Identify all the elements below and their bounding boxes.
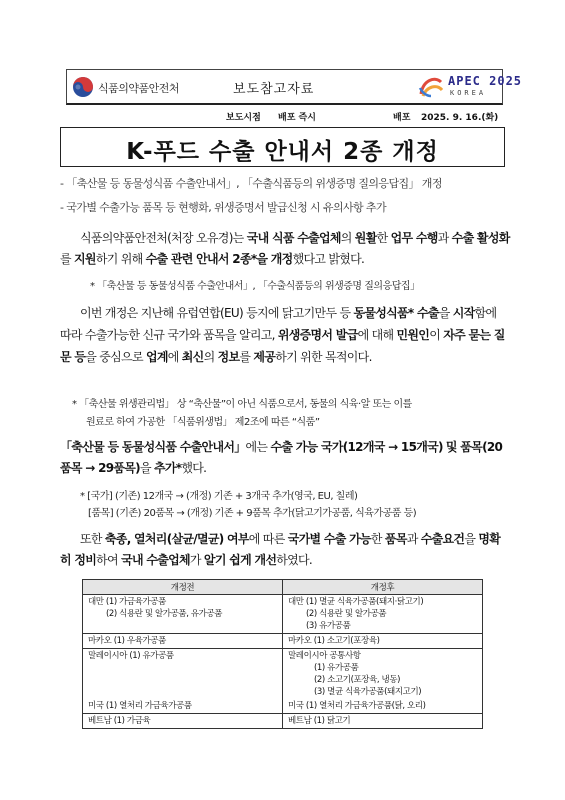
report-type: 보도참고자료	[233, 82, 315, 97]
footnote-2-line-2: 원료로 하여 가공한 「식품위생법」 제2조에 따른 “식품”	[86, 417, 320, 428]
table-row: 미국 (1) 열처리 가금육가공품 미국 (1) 열처리 가금육가공품(닭, 오리)	[83, 699, 483, 714]
apec-title: APEC 2025	[448, 74, 523, 88]
paragraph-1: 식품의약품안전처(처장 오유경)는 국내 식품 수출업체의 원활한 업무 수행과 수출 활성화를 지원하기 위해 수출 관련 안내서 2종*을 개정했다고 밝혔다.	[60, 231, 510, 266]
table-row: 마카오 (1) 우육가공품 마카오 (1) 소고기(포장육)	[83, 634, 483, 649]
table-row: 베트남 (1) 가금육 베트남 (1) 닭고기	[83, 714, 483, 729]
government-emblem-icon	[72, 76, 94, 98]
footnote-2-line-1: * 「축산물 위생관리법」 상 “축산물”이 아닌 식품으로서, 동물의 식육·알 또는 이를	[72, 399, 412, 410]
release-label: 보도시점	[226, 113, 261, 123]
page-title: K-푸드 수출 안내서 2종 개정	[126, 139, 439, 165]
subtitle-2: - 국가별 수출가능 품목 등 현행화, 위생증명서 발급신청 시 유의사항 추가	[60, 201, 386, 214]
table-header-before: 개정전	[83, 580, 283, 595]
table-header-after: 개정후	[283, 580, 483, 595]
distribution-date: 2025. 9. 16.(화)	[421, 113, 499, 123]
distribution-label: 배포	[393, 113, 411, 123]
footnote-3-line-2: [품목] (기존) 20품목 → (개정) 기존 + 9품목 추가(닭고기가공품, 식육가공품 등)	[88, 508, 417, 519]
apec-logo-icon	[417, 74, 445, 100]
table-row: 말레이시아 (1) 유가공품 말레이시아 공통사항 (1) 유가공품 (2) 소고기(포장육, 냉동) (3) 멸균 식육가공품(돼지고기)	[83, 649, 483, 700]
paragraph-4: 또한 축종, 열처리(살균/멸균) 여부에 따른 국가별 수출 가능한 품목과 수출요건을 명확히 정비하여 국내 수출업체가 알기 쉽게 개선하였다.	[60, 532, 501, 567]
release-value: 배포 즉시	[278, 113, 316, 123]
table-row: 대만 (1) 가금육가공품 (2) 식용란 및 알가공품, 유가공품 대만 (1) 멸균 식육가공품(돼지·닭고기) (2) 식용란 및 알가공품 (3) 유가공품	[83, 595, 483, 634]
org-name: 식품의약품안전처	[98, 82, 180, 95]
footnote-1: * 「축산물 등 동물성식품 수출안내서」, 「수출식품등의 위생증명 질의응답집」	[90, 281, 420, 292]
footnote-3-line-1: * [국가] (기존) 12개국 → (개정) 기존 + 3개국 추가(영국, EU, 칠레)	[80, 491, 358, 502]
comparison-table	[82, 579, 483, 729]
apec-subtitle: KOREA	[450, 89, 487, 97]
paragraph-3: 「축산물 등 동물성식품 수출안내서」에는 수출 가능 국가(12개국 → 15개국) 및 품목(20품목 → 29품목)을 추가*했다.	[60, 440, 503, 475]
subtitle-1: - 「축산물 등 동물성식품 수출안내서」, 「수출식품등의 위생증명 질의응답집」 개정	[60, 177, 442, 190]
paragraph-2: 이번 개정은 지난해 유럽연합(EU) 등지에 닭고기만두 등 동물성식품* 수출을 시작함에 따라 수출가능한 신규 국가와 품목을 알리고, 위생증명서 발급에 대해 민원인이 자주 묻는 질문 등을 중심으로 업계에 최신의 정보를 제공하기 위한 목적이다.	[60, 306, 505, 364]
